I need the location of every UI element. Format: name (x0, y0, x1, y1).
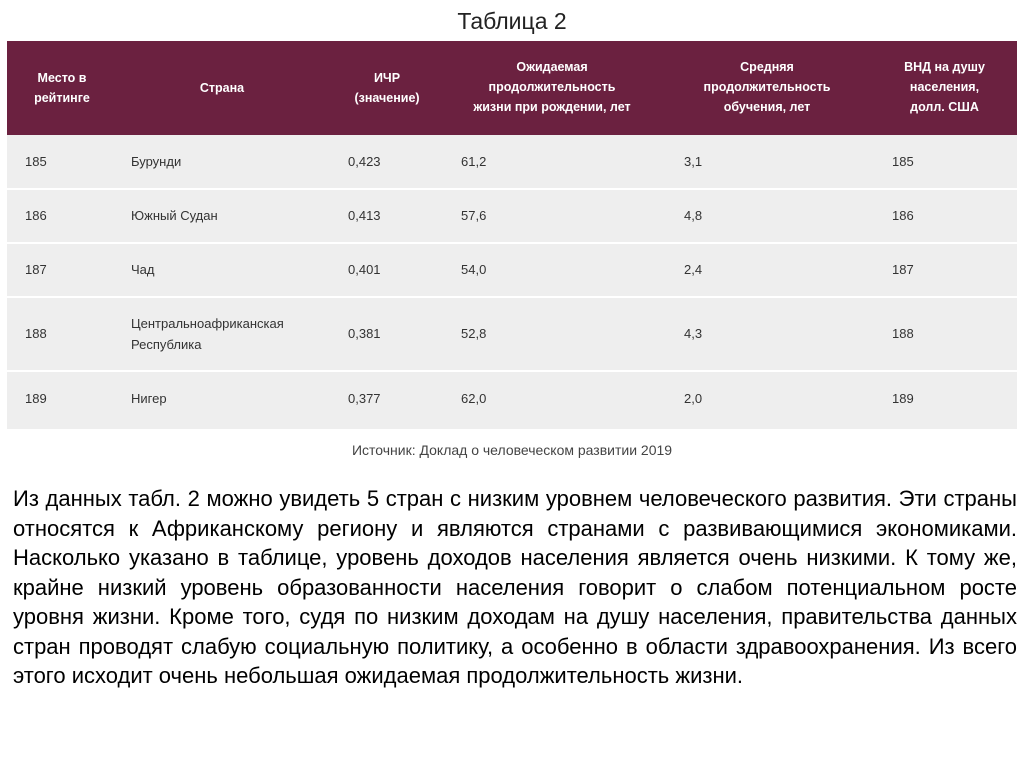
slide-title: Таблица 2 (457, 8, 567, 34)
header-country (177, 78, 267, 98)
body-paragraph: Из данных табл. 2 можно увидеть 5 стран с низким уровнем человеческого развития. Эти страны относятся к Африканскому региону и являются странами с развивающимися экономиками. Насколько указано в таблице, уровень доходов населения является очень низкими. К тому же, крайне низкий уровень образованности населения говорит о слабом потенциальном росте уровня жизни. Кроме того, судя по низким доходам на душу населения, правительства данных стран проводят слабую социальную политику, а особенно в области здравоохранения. Из всего этого исходит очень небольшая ожидаемая продолжительность жизни. (13, 486, 1017, 688)
header-line: продолжительность (488, 80, 616, 94)
country-line: Республика (131, 337, 202, 352)
cell-gni: 187 (892, 262, 914, 277)
cell-rank: 188 (25, 326, 47, 341)
hdi-table (7, 41, 1017, 429)
header-line: долл. США (910, 100, 979, 114)
header-life-expectancy (452, 57, 652, 117)
header-line: ВНД на душу (904, 60, 985, 74)
header-hdi (332, 68, 442, 108)
header-line: продолжительность (703, 80, 831, 94)
header-education (677, 57, 857, 117)
cell-gni: 188 (892, 326, 914, 341)
cell-life-expectancy: 52,8 (461, 326, 487, 341)
header-line: жизни при рождении, лет (473, 100, 631, 114)
table-row (7, 135, 1017, 189)
cell-education: 4,3 (684, 326, 703, 341)
cell-life-expectancy: 62,0 (461, 391, 487, 406)
table-row (7, 244, 1017, 296)
header-line: Страна (199, 81, 245, 95)
table-row (7, 298, 1017, 370)
cell-rank: 186 (25, 208, 47, 223)
cell-life-expectancy: 54,0 (461, 262, 487, 277)
cell-education: 2,0 (684, 391, 703, 406)
cell-country: Чад (131, 262, 155, 277)
cell-hdi: 0,377 (348, 391, 381, 406)
header-line: Место в (37, 71, 87, 85)
cell-gni: 185 (892, 154, 914, 169)
table-header (7, 41, 1017, 135)
header-line: обучения, лет (723, 100, 811, 114)
table-row (7, 190, 1017, 242)
cell-country: Южный Судан (131, 208, 218, 223)
cell-rank: 189 (25, 391, 47, 406)
header-rank (7, 68, 117, 108)
cell-hdi: 0,381 (348, 326, 381, 341)
cell-life-expectancy: 61,2 (461, 154, 487, 169)
header-line: Ожидаемая (516, 60, 588, 74)
country-line: Центральноафриканская (131, 316, 284, 331)
cell-rank: 187 (25, 262, 47, 277)
cell-country (131, 313, 284, 355)
header-line: Средняя (740, 60, 794, 74)
cell-hdi: 0,401 (348, 262, 381, 277)
table-row (7, 372, 1017, 429)
cell-education: 3,1 (684, 154, 703, 169)
cell-education: 4,8 (684, 208, 703, 223)
cell-gni: 189 (892, 391, 914, 406)
cell-life-expectancy: 57,6 (461, 208, 487, 223)
cell-rank: 185 (25, 154, 47, 169)
cell-hdi: 0,413 (348, 208, 381, 223)
header-line: ИЧР (373, 71, 401, 85)
cell-gni: 186 (892, 208, 914, 223)
cell-education: 2,4 (684, 262, 703, 277)
cell-country: Бурунди (131, 154, 182, 169)
header-line: населения, (909, 80, 980, 94)
header-gni (877, 57, 1012, 117)
table-source-note: Источник: Доклад о человеческом развитии 2019 (351, 442, 673, 458)
cell-hdi: 0,423 (348, 154, 381, 169)
cell-country: Нигер (131, 391, 167, 406)
header-line: рейтинге (34, 91, 90, 105)
header-line: (значение) (354, 91, 420, 105)
